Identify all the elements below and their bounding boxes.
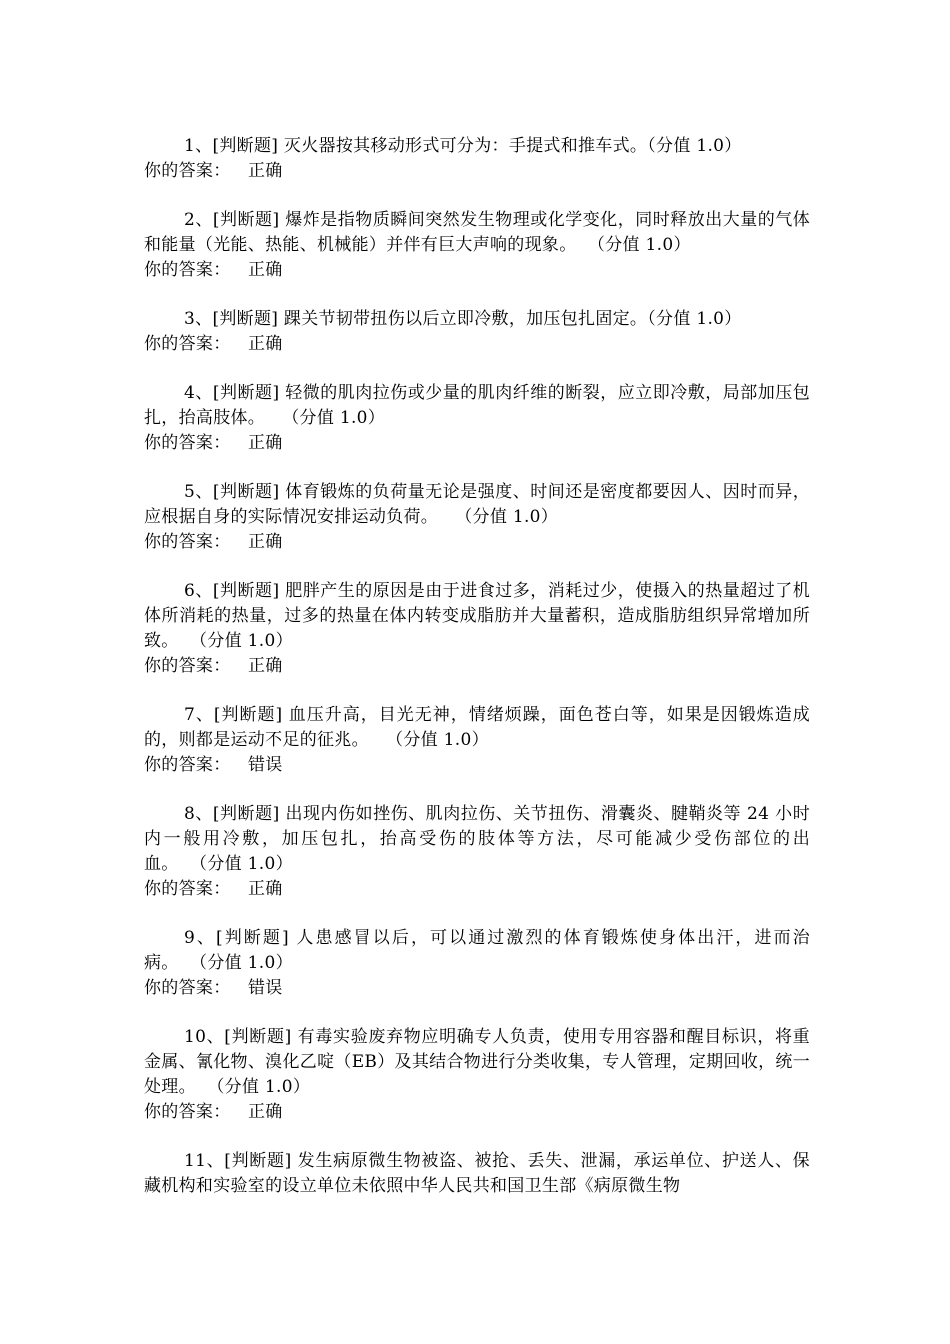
answer-label: 你的答案： [144, 879, 231, 899]
answer-value: 正确 [248, 532, 283, 552]
question-5 [144, 480, 810, 555]
question-text: 10、[判断题] 有毒实验废弃物应明确专人负责，使用专用容器和醒目标识，将重金属、氰化物、溴化乙啶（EB）及其结合物进行分类收集，专人管理，定期回收，统一处理。 （分值 1.0） [144, 1027, 810, 1097]
question-2 [144, 208, 810, 283]
question-number: 3 [184, 309, 196, 329]
question-body: 爆炸是指物质瞬间突然发生物理或化学变化，同时释放出大量的气体和能量（光能、热能、机械能）并伴有巨大声响的现象。 [144, 210, 810, 255]
question-score: （分值 1.0） [647, 309, 742, 329]
question-body: 体育锻炼的负荷量无论是强度、时间还是密度都要因人、因时而异，应根据自身的实际情况安排运动负荷。 [144, 482, 810, 527]
answer-label: 你的答案： [144, 334, 231, 354]
answer-value: 错误 [248, 755, 283, 775]
question-body: 血压升高，目光无神，情绪烦躁，面色苍白等，如果是因锻炼造成的，则都是运动不足的征兆。 [144, 705, 810, 750]
question-number: 7 [184, 705, 196, 725]
question-text: 11、[判断题] 发生病原微生物被盗、被抢、丢失、泄漏，承运单位、护送人、保藏机构和实验室的设立单位未依照中华人民共和国卫生部《病原微生物 [144, 1151, 810, 1196]
question-10 [144, 1025, 810, 1125]
question-type: [判断题] [212, 210, 280, 230]
question-body: 人患感冒以后，可以通过激烈的体育锻炼使身体出汗，进而治病。 [144, 928, 810, 973]
question-body: 出现内伤如挫伤、肌肉拉伤、关节扭伤、滑囊炎、腱鞘炎等 24 小时内一般用冷敷，加压包扎，抬高受伤的肢体等方法，尽可能减少受伤部位的出血。 [144, 804, 810, 874]
question-text: 7、[判断题] 血压升高，目光无神，情绪烦躁，面色苍白等，如果是因锻炼造成的，则都是运动不足的征兆。 （分值 1.0） [144, 705, 810, 750]
answer-line [144, 753, 810, 778]
answer-value: 正确 [248, 1102, 283, 1122]
answer-line [144, 258, 810, 283]
question-8 [144, 802, 810, 902]
question-11 [144, 1149, 810, 1199]
question-score: （分值 1.0） [282, 408, 386, 428]
question-body: 有毒实验废弃物应明确专人负责，使用专用容器和醒目标识，将重金属、氰化物、溴化乙啶（EB）及其结合物进行分类收集，专人管理，定期回收，统一处理。 [144, 1027, 810, 1097]
question-score: （分值 1.0） [207, 1077, 311, 1097]
question-number: 10 [184, 1027, 207, 1047]
answer-line [144, 654, 810, 679]
answer-line [144, 431, 810, 456]
question-number: 4 [184, 383, 196, 403]
question-text: 2、[判断题] 爆炸是指物质瞬间突然发生物理或化学变化，同时释放出大量的气体和能量（光能、热能、机械能）并伴有巨大声响的现象。 （分值 1.0） [144, 210, 810, 255]
answer-line [144, 332, 810, 357]
question-number: 2 [184, 210, 196, 230]
question-text: 3、[判断题] 踝关节韧带扭伤以后立即冷敷，加压包扎固定。（分值 1.0） [184, 309, 742, 329]
question-3 [144, 307, 810, 357]
question-number: 1 [184, 136, 196, 156]
answer-line [144, 530, 810, 555]
question-body: 肥胖产生的原因是由于进食过多，消耗过少，使摄入的热量超过了机体所消耗的热量，过多的热量在体内转变成脂肪并大量蓄积，造成脂肪组织异常增加所致。 [144, 581, 810, 651]
question-7 [144, 703, 810, 778]
answer-value: 正确 [248, 260, 283, 280]
question-score: （分值 1.0） [647, 136, 742, 156]
answer-value: 正确 [248, 656, 283, 676]
question-number: 11 [184, 1151, 207, 1171]
question-type: [判断题] [212, 309, 279, 329]
question-text: 6、[判断题] 肥胖产生的原因是由于进食过多，消耗过少，使摄入的热量超过了机体所消耗的热量，过多的热量在体内转变成脂肪并大量蓄积，造成脂肪组织异常增加所致。 （分值 1.0） [144, 581, 810, 651]
answer-label: 你的答案： [144, 1102, 231, 1122]
question-number: 8 [184, 804, 196, 824]
answer-value: 正确 [248, 879, 283, 899]
question-type: [判断题] [212, 383, 280, 403]
answer-line [144, 159, 810, 184]
question-score: （分值 1.0） [190, 953, 293, 973]
question-number: 6 [184, 581, 196, 601]
question-text: 8、[判断题] 出现内伤如挫伤、肌肉拉伤、关节扭伤、滑囊炎、腱鞘炎等 24 小时内一般用冷敷，加压包扎，抬高受伤的肢体等方法，尽可能减少受伤部位的出血。 （分值 1.0） [144, 804, 810, 874]
question-type: [判断题] [212, 804, 280, 824]
answer-value: 正确 [248, 433, 283, 453]
question-9 [144, 926, 810, 1001]
question-text: 1、[判断题] 灭火器按其移动形式可分为：手提式和推车式。（分值 1.0） [184, 136, 742, 156]
document-body [144, 134, 810, 1223]
question-score: （分值 1.0） [190, 631, 293, 651]
question-score: （分值 1.0） [455, 507, 559, 527]
answer-label: 你的答案： [144, 755, 231, 775]
answer-value: 正确 [248, 161, 283, 181]
question-type: [判断题] [212, 482, 280, 502]
question-1 [144, 134, 810, 184]
question-type: [判断题] [224, 1027, 292, 1047]
answer-label: 你的答案： [144, 532, 231, 552]
question-score: （分值 1.0） [386, 730, 489, 750]
question-text: 5、[判断题] 体育锻炼的负荷量无论是强度、时间还是密度都要因人、因时而异，应根据自身的实际情况安排运动负荷。 （分值 1.0） [144, 482, 810, 527]
answer-line [144, 976, 810, 1001]
question-text: 9、[判断题] 人患感冒以后，可以通过激烈的体育锻炼使身体出汗，进而治病。 （分值 1.0） [144, 928, 810, 973]
question-text: 4、[判断题] 轻微的肌肉拉伤或少量的肌肉纤维的断裂，应立即冷敷，局部加压包扎，抬高肢体。 （分值 1.0） [144, 383, 810, 428]
answer-value: 错误 [248, 978, 283, 998]
question-number: 9 [184, 928, 196, 948]
question-number: 5 [184, 482, 196, 502]
answer-label: 你的答案： [144, 433, 231, 453]
answer-line [144, 877, 810, 902]
question-6 [144, 579, 810, 679]
answer-label: 你的答案： [144, 161, 231, 181]
question-score: （分值 1.0） [190, 854, 293, 874]
question-body: 踝关节韧带扭伤以后立即冷敷，加压包扎固定。 [283, 309, 648, 329]
question-type: [判断题] [212, 581, 280, 601]
question-body: 灭火器按其移动形式可分为：手提式和推车式。 [283, 136, 648, 156]
question-4 [144, 381, 810, 456]
question-score: （分值 1.0） [587, 235, 691, 255]
answer-value: 正确 [248, 334, 283, 354]
question-body: 轻微的肌肉拉伤或少量的肌肉纤维的断裂，应立即冷敷，局部加压包扎，抬高肢体。 [144, 383, 810, 428]
question-type: [判断题] [213, 705, 283, 725]
question-body: 发生病原微生物被盗、被抢、丢失、泄漏，承运单位、护送人、保藏机构和实验室的设立单位未依照中华人民共和国卫生部《病原微生物 [144, 1151, 810, 1196]
question-type: [判断题] [216, 928, 289, 948]
answer-label: 你的答案： [144, 978, 231, 998]
answer-label: 你的答案： [144, 656, 231, 676]
answer-label: 你的答案： [144, 260, 231, 280]
question-type: [判断题] [212, 136, 279, 156]
question-type: [判断题] [224, 1151, 292, 1171]
answer-line [144, 1100, 810, 1125]
